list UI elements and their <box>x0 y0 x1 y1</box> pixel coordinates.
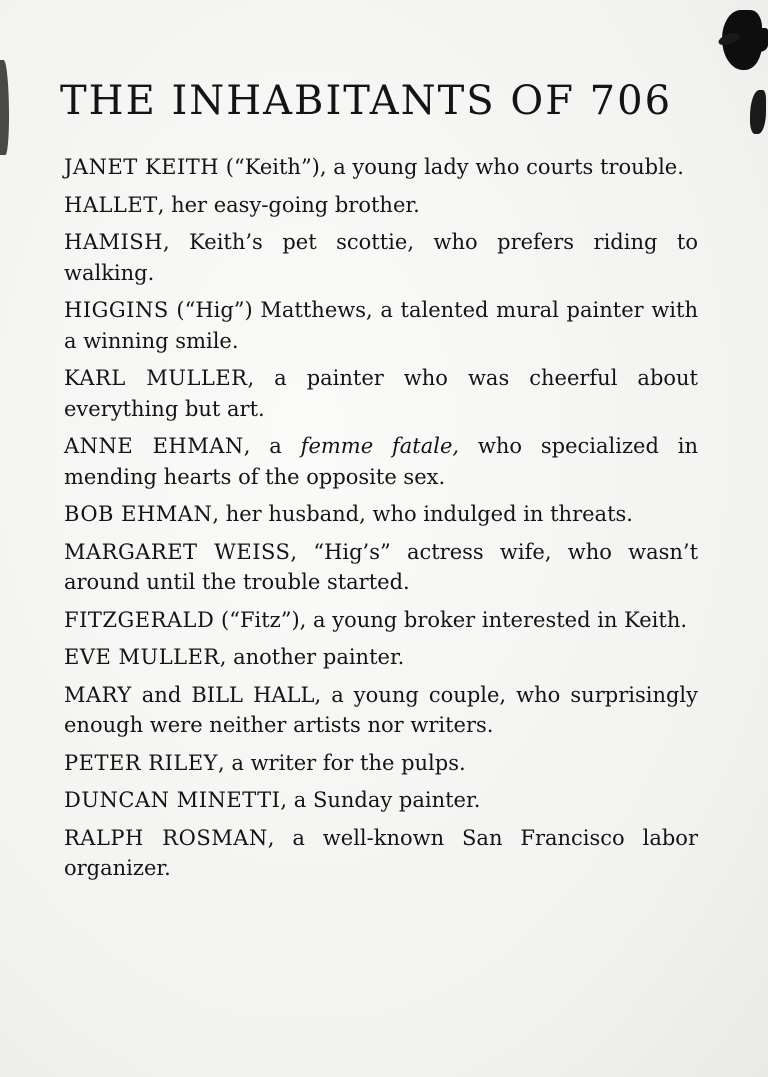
character-description: , a well-known San Francisco labor organizer. <box>64 825 698 880</box>
character-name: RALPH ROSMAN <box>64 825 268 850</box>
list-item <box>64 748 698 779</box>
list-item <box>64 785 698 816</box>
character-name: EVE MULLER <box>64 645 220 669</box>
list-item <box>64 642 698 673</box>
list-item <box>64 152 698 183</box>
character-description: , her husband, who indulged in threats. <box>212 502 633 526</box>
list-item <box>64 605 698 636</box>
character-list <box>64 152 698 891</box>
list-item <box>64 363 698 424</box>
character-description: , a Sunday painter. <box>280 788 481 812</box>
character-name: DUNCAN MINETTI <box>64 788 281 812</box>
character-name: JANET KEITH <box>64 155 220 179</box>
list-item <box>64 431 698 492</box>
page-title: THE INHABITANTS OF 706 <box>60 78 673 124</box>
list-item <box>64 190 698 221</box>
character-description: and BILL HALL, a young couple, who surprisingly enough were neither artists nor writers. <box>64 682 698 737</box>
character-description: , a <box>243 434 301 458</box>
character-description: , another painter. <box>219 645 405 669</box>
character-description: (“Keith”), a young lady who courts trouble. <box>219 155 684 179</box>
list-item <box>64 680 698 741</box>
list-item <box>64 499 698 530</box>
character-name: PETER RILEY <box>64 750 219 775</box>
character-name: BOB EHMAN <box>64 502 213 526</box>
character-name: HALLET <box>64 192 158 217</box>
character-name: MARY <box>64 682 132 707</box>
character-name: FITZGERALD <box>64 607 215 632</box>
character-name: HIGGINS <box>64 298 169 322</box>
character-name: HAMISH <box>64 230 163 254</box>
character-name: ANNE EHMAN <box>64 434 244 458</box>
character-description: , a writer for the pulps. <box>218 750 466 775</box>
character-name: KARL MULLER <box>64 366 248 390</box>
ink-blot <box>750 90 766 134</box>
character-description-italic: femme fatale, <box>300 434 460 458</box>
list-item <box>64 823 698 884</box>
character-description: , a painter who was cheerful about everything but art. <box>64 366 698 421</box>
character-description: (“Fitz”), a young broker interested in Keith. <box>214 607 688 632</box>
character-description: , “Hig’s” actress wife, who wasn’t around until the trouble started. <box>64 539 699 594</box>
list-item <box>64 295 698 356</box>
character-description: who specialized in mending hearts of the opposite sex. <box>64 434 698 489</box>
character-description: (“Hig”) Matthews, a talented mural painter with a winning smile. <box>64 298 698 353</box>
character-description: , Keith’s pet scottie, who prefers riding to walking. <box>64 230 698 285</box>
character-description: , her easy-going brother. <box>157 192 420 217</box>
list-item <box>64 227 698 288</box>
list-item <box>64 537 698 598</box>
character-name: MARGARET WEISS <box>64 539 291 564</box>
